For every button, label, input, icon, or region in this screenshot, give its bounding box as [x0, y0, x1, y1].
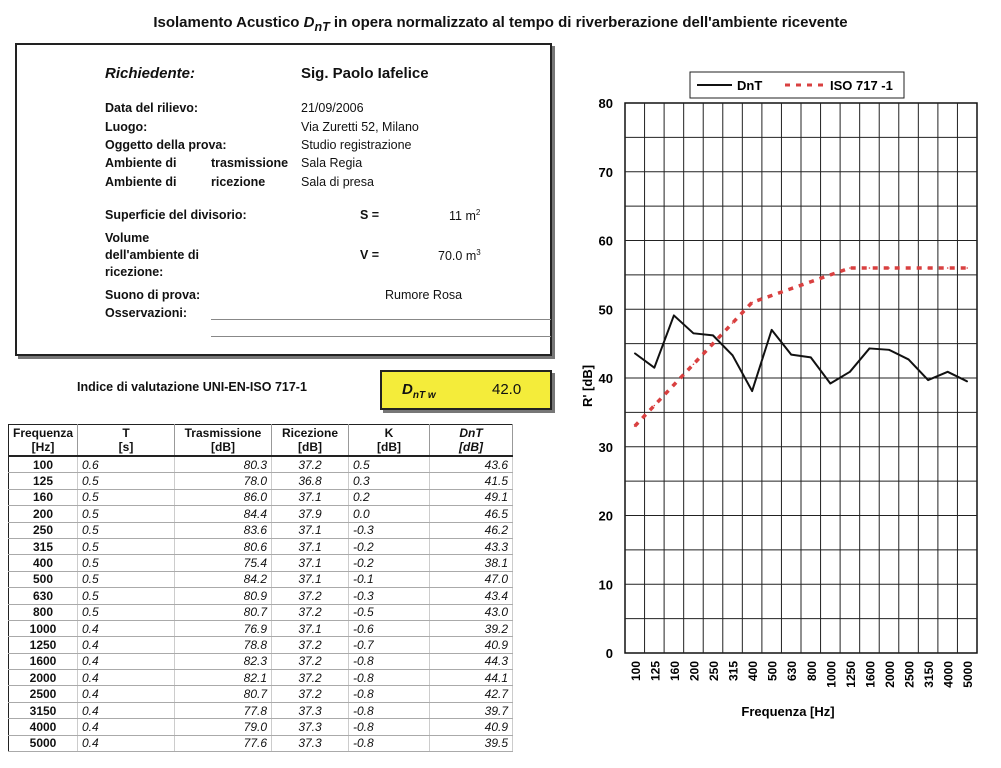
point-iso — [947, 267, 949, 269]
cell-trasmissione: 80.9 — [175, 588, 272, 604]
volume-label-2: dell'ambiente di — [105, 248, 199, 262]
y-tick-label: 20 — [598, 508, 613, 524]
point-iso — [673, 384, 675, 386]
cell-frequenza: 2500 — [9, 686, 78, 702]
point-dnt — [673, 315, 675, 317]
point-iso — [732, 322, 734, 324]
cell-dnt: 39.7 — [430, 702, 513, 718]
cell-trasmissione: 84.4 — [175, 506, 272, 522]
cell-dnt: 39.5 — [430, 735, 513, 751]
luogo-value: Via Zuretti 52, Milano — [301, 120, 419, 134]
col-k: K [dB] — [349, 425, 430, 457]
point-dnt — [810, 357, 812, 359]
col-dnt: DnT [dB] — [430, 425, 513, 457]
superficie-value: 11 $m^2$ — [449, 208, 481, 224]
cell-frequenza: 500 — [9, 571, 78, 587]
cell-k: -0.1 — [349, 571, 430, 587]
cell-dnt: 46.5 — [430, 506, 513, 522]
cell-k: 0.0 — [349, 506, 430, 522]
cell-frequenza: 125 — [9, 473, 78, 489]
cell-ricezione: 37.2 — [272, 588, 349, 604]
cell-trasmissione: 80.7 — [175, 604, 272, 620]
col-t: T [s] — [78, 425, 175, 457]
point-dnt — [712, 335, 714, 337]
volume-label-3: ricezione: — [105, 265, 164, 279]
table-row — [9, 686, 513, 702]
info-box — [15, 43, 552, 356]
table-row — [9, 637, 513, 653]
page-title: Isolamento Acustico $D_{nT}$ in opera normalizzato al tempo di riverberazione dell'ambiente ricevente — [153, 14, 848, 34]
cell-dnt: 41.5 — [430, 473, 513, 489]
cell-ricezione: 36.8 — [272, 473, 349, 489]
cell-trasmissione: 79.0 — [175, 719, 272, 735]
index-value: 42.0 — [492, 381, 522, 398]
col-trasmissione: Trasmissione [dB] — [175, 425, 272, 457]
y-axis-label: R' [dB] — [580, 364, 595, 408]
cell-dnt: 49.1 — [430, 489, 513, 505]
point-iso — [790, 288, 792, 290]
point-iso — [869, 267, 871, 269]
point-dnt — [966, 381, 968, 383]
point-iso — [966, 267, 968, 269]
table-row — [9, 702, 513, 718]
x-tick-label: 2000 — [883, 661, 897, 688]
ambiente-rx-label-2: ricezione — [211, 175, 266, 189]
point-dnt — [888, 349, 890, 351]
point-iso — [830, 274, 832, 276]
table-row — [9, 473, 513, 489]
cell-k: 0.5 — [349, 456, 430, 473]
point-dnt — [654, 367, 656, 369]
cell-frequenza: 800 — [9, 604, 78, 620]
cell-t: 0.5 — [78, 522, 175, 538]
x-axis-label: Frequenza [Hz] — [741, 704, 835, 719]
cell-frequenza: 1250 — [9, 637, 78, 653]
richiedente-value: Sig. Paolo Iafelice — [301, 65, 429, 82]
y-tick-label: 0 — [605, 646, 613, 661]
legend-label-iso: ISO 717 -1 — [830, 78, 893, 93]
cell-ricezione: 37.3 — [272, 719, 349, 735]
cell-t: 0.5 — [78, 571, 175, 587]
point-iso — [908, 267, 910, 269]
table-row — [9, 506, 513, 522]
cell-dnt: 40.9 — [430, 637, 513, 653]
oggetto-label: Oggetto della prova: — [105, 138, 227, 152]
cell-trasmissione: 75.4 — [175, 555, 272, 571]
cell-k: -0.8 — [349, 686, 430, 702]
cell-t: 0.5 — [78, 538, 175, 554]
cell-frequenza: 1600 — [9, 653, 78, 669]
cell-k: -0.6 — [349, 620, 430, 636]
x-tick-label: 160 — [667, 661, 682, 682]
x-tick-label: 250 — [707, 661, 721, 682]
cell-frequenza: 3150 — [9, 702, 78, 718]
cell-frequenza: 160 — [9, 489, 78, 505]
cell-dnt: 47.0 — [430, 571, 513, 587]
x-tick-label: 125 — [648, 661, 663, 682]
x-tick-label: 200 — [687, 661, 702, 682]
volume-label-1: Volume — [105, 231, 150, 245]
table-row — [9, 670, 513, 686]
osservazioni-line-2 — [211, 336, 551, 337]
cell-k: -0.2 — [349, 555, 430, 571]
point-iso — [634, 425, 636, 427]
cell-k: -0.8 — [349, 653, 430, 669]
cell-ricezione: 37.1 — [272, 620, 349, 636]
col-frequenza: Frequenza [Hz] — [9, 425, 78, 457]
cell-dnt: 43.0 — [430, 604, 513, 620]
table-row — [9, 719, 513, 735]
cell-k: -0.8 — [349, 735, 430, 751]
y-tick-label: 30 — [598, 439, 613, 455]
point-iso — [888, 267, 890, 269]
cell-t: 0.6 — [78, 456, 175, 473]
point-dnt — [751, 390, 753, 392]
cell-frequenza: 630 — [9, 588, 78, 604]
y-tick-label: 40 — [598, 371, 613, 386]
point-dnt — [732, 355, 734, 357]
x-tick-label: 400 — [746, 661, 761, 682]
point-iso — [810, 281, 812, 283]
table-header-row — [9, 425, 513, 457]
cell-dnt: 43.3 — [430, 538, 513, 554]
cell-frequenza: 100 — [9, 456, 78, 473]
x-tick-label: 1600 — [863, 661, 878, 688]
point-iso — [654, 405, 656, 407]
ambiente-tx-label: Ambiente di — [105, 156, 177, 170]
cell-dnt: 42.7 — [430, 686, 513, 702]
suono-value: Rumore Rosa — [385, 288, 463, 302]
point-dnt — [869, 348, 871, 350]
cell-frequenza: 1000 — [9, 620, 78, 636]
ambiente-tx-value: Sala Regia — [301, 156, 363, 170]
cell-k: 0.3 — [349, 473, 430, 489]
point-dnt — [771, 329, 773, 331]
point-dnt — [693, 333, 695, 335]
table-row — [9, 604, 513, 620]
chart — [580, 66, 992, 721]
point-dnt — [947, 371, 949, 373]
ambiente-rx-value: Sala di presa — [301, 175, 374, 189]
cell-dnt: 43.4 — [430, 588, 513, 604]
cell-ricezione: 37.3 — [272, 702, 349, 718]
cell-k: 0.2 — [349, 489, 430, 505]
point-iso — [751, 302, 753, 304]
cell-trasmissione: 83.6 — [175, 522, 272, 538]
table-row — [9, 588, 513, 604]
cell-k: -0.8 — [349, 702, 430, 718]
osservazioni-line-1 — [211, 319, 551, 320]
richiedente-label: Richiedente: — [105, 65, 196, 82]
cell-dnt: 44.1 — [430, 670, 513, 686]
cell-dnt: 38.1 — [430, 555, 513, 571]
cell-frequenza: 250 — [9, 522, 78, 538]
table-row — [9, 538, 513, 554]
table-row — [9, 489, 513, 505]
point-dnt — [790, 354, 792, 356]
cell-trasmissione: 84.2 — [175, 571, 272, 587]
cell-k: -0.3 — [349, 588, 430, 604]
superficie-symbol: S = — [360, 208, 380, 222]
ambiente-rx-label: Ambiente di — [105, 175, 177, 189]
table-row — [9, 571, 513, 587]
data-label: Data del rilievo: — [105, 101, 199, 115]
index-label: Indice di valutazione UNI-EN-ISO 717-1 — [77, 380, 307, 394]
cell-dnt: 44.3 — [430, 653, 513, 669]
table-row — [9, 620, 513, 636]
cell-t: 0.4 — [78, 670, 175, 686]
cell-t: 0.5 — [78, 506, 175, 522]
cell-frequenza: 2000 — [9, 670, 78, 686]
cell-t: 0.5 — [78, 604, 175, 620]
cell-dnt: 39.2 — [430, 620, 513, 636]
y-tick-label: 70 — [598, 164, 613, 180]
cell-dnt: 43.6 — [430, 456, 513, 473]
table-row — [9, 653, 513, 669]
cell-dnt: 46.2 — [430, 522, 513, 538]
x-tick-label: 1250 — [843, 661, 858, 688]
data-value: 21/09/2006 — [301, 101, 364, 115]
cell-dnt: 40.9 — [430, 719, 513, 735]
cell-trasmissione: 77.6 — [175, 735, 272, 751]
col-ricezione: Ricezione [dB] — [272, 425, 349, 457]
x-tick-label: 500 — [765, 661, 780, 682]
index-box — [380, 370, 552, 410]
point-iso — [927, 267, 929, 269]
y-tick-label: 80 — [598, 96, 613, 111]
cell-ricezione: 37.1 — [272, 489, 349, 505]
cell-k: -0.5 — [349, 604, 430, 620]
point-dnt — [849, 371, 851, 373]
cell-t: 0.4 — [78, 686, 175, 702]
cell-ricezione: 37.2 — [272, 456, 349, 473]
volume-symbol: V = — [360, 248, 380, 262]
cell-t: 0.4 — [78, 620, 175, 636]
x-tick-label: 2500 — [902, 661, 917, 688]
cell-trasmissione: 78.0 — [175, 473, 272, 489]
cell-ricezione: 37.2 — [272, 670, 349, 686]
point-iso — [693, 363, 695, 365]
ambiente-tx-label-2: trasmissione — [211, 156, 289, 170]
legend — [690, 72, 904, 98]
cell-k: -0.2 — [349, 538, 430, 554]
cell-t: 0.4 — [78, 637, 175, 653]
point-iso — [712, 343, 714, 345]
x-tick-label: 3150 — [922, 661, 937, 688]
point-iso — [849, 267, 851, 269]
cell-trasmissione: 76.9 — [175, 620, 272, 636]
point-dnt — [927, 379, 929, 381]
legend-label-dnt: DnT — [737, 78, 763, 93]
cell-ricezione: 37.1 — [272, 538, 349, 554]
cell-frequenza: 4000 — [9, 719, 78, 735]
cell-k: -0.3 — [349, 522, 430, 538]
y-tick-label: 50 — [598, 302, 613, 318]
table-row — [9, 456, 513, 473]
index-symbol: $D_{nT w}$ — [402, 381, 436, 401]
volume-value: 70.0 $m^3$ — [438, 248, 481, 264]
table-row — [9, 735, 513, 751]
x-tick-label: 315 — [726, 661, 741, 682]
cell-ricezione: 37.9 — [272, 506, 349, 522]
point-iso — [771, 295, 773, 297]
cell-trasmissione: 80.3 — [175, 456, 272, 473]
cell-t: 0.5 — [78, 473, 175, 489]
cell-t: 0.4 — [78, 702, 175, 718]
cell-t: 0.5 — [78, 588, 175, 604]
cell-ricezione: 37.1 — [272, 555, 349, 571]
superficie-label: Superficie del divisorio: — [105, 208, 247, 222]
cell-t: 0.5 — [78, 489, 175, 505]
x-tick-label: 100 — [628, 661, 643, 682]
cell-k: -0.7 — [349, 637, 430, 653]
cell-ricezione: 37.2 — [272, 637, 349, 653]
cell-trasmissione: 82.3 — [175, 653, 272, 669]
cell-ricezione: 37.1 — [272, 571, 349, 587]
cell-t: 0.4 — [78, 719, 175, 735]
cell-frequenza: 5000 — [9, 735, 78, 751]
cell-t: 0.4 — [78, 735, 175, 751]
cell-k: -0.8 — [349, 670, 430, 686]
point-dnt — [830, 383, 832, 385]
cell-ricezione: 37.2 — [272, 686, 349, 702]
cell-frequenza: 400 — [9, 555, 78, 571]
cell-trasmissione: 78.8 — [175, 637, 272, 653]
y-tick-label: 10 — [598, 577, 613, 593]
oggetto-value: Studio registrazione — [301, 138, 412, 152]
x-tick-label: 4000 — [941, 661, 956, 688]
cell-ricezione: 37.2 — [272, 604, 349, 620]
luogo-label: Luogo: — [105, 120, 148, 134]
x-tick-label: 800 — [804, 661, 819, 682]
suono-label: Suono di prova: — [105, 288, 201, 302]
cell-trasmissione: 82.1 — [175, 670, 272, 686]
y-tick-label: 60 — [598, 233, 613, 249]
cell-ricezione: 37.3 — [272, 735, 349, 751]
cell-trasmissione: 80.7 — [175, 686, 272, 702]
point-dnt — [634, 352, 636, 354]
cell-frequenza: 200 — [9, 506, 78, 522]
cell-frequenza: 315 — [9, 538, 78, 554]
table-row — [9, 522, 513, 538]
cell-t: 0.4 — [78, 653, 175, 669]
cell-ricezione: 37.1 — [272, 522, 349, 538]
cell-trasmissione: 80.6 — [175, 538, 272, 554]
cell-t: 0.5 — [78, 555, 175, 571]
data-table — [8, 424, 513, 752]
point-dnt — [908, 359, 910, 361]
cell-ricezione: 37.2 — [272, 653, 349, 669]
x-tick-label: 5000 — [961, 661, 976, 688]
osservazioni-label: Osservazioni: — [105, 306, 187, 320]
cell-trasmissione: 77.8 — [175, 702, 272, 718]
cell-k: -0.8 — [349, 719, 430, 735]
x-tick-label: 1000 — [824, 661, 839, 688]
table-row — [9, 555, 513, 571]
x-tick-label: 630 — [785, 661, 800, 682]
cell-trasmissione: 86.0 — [175, 489, 272, 505]
